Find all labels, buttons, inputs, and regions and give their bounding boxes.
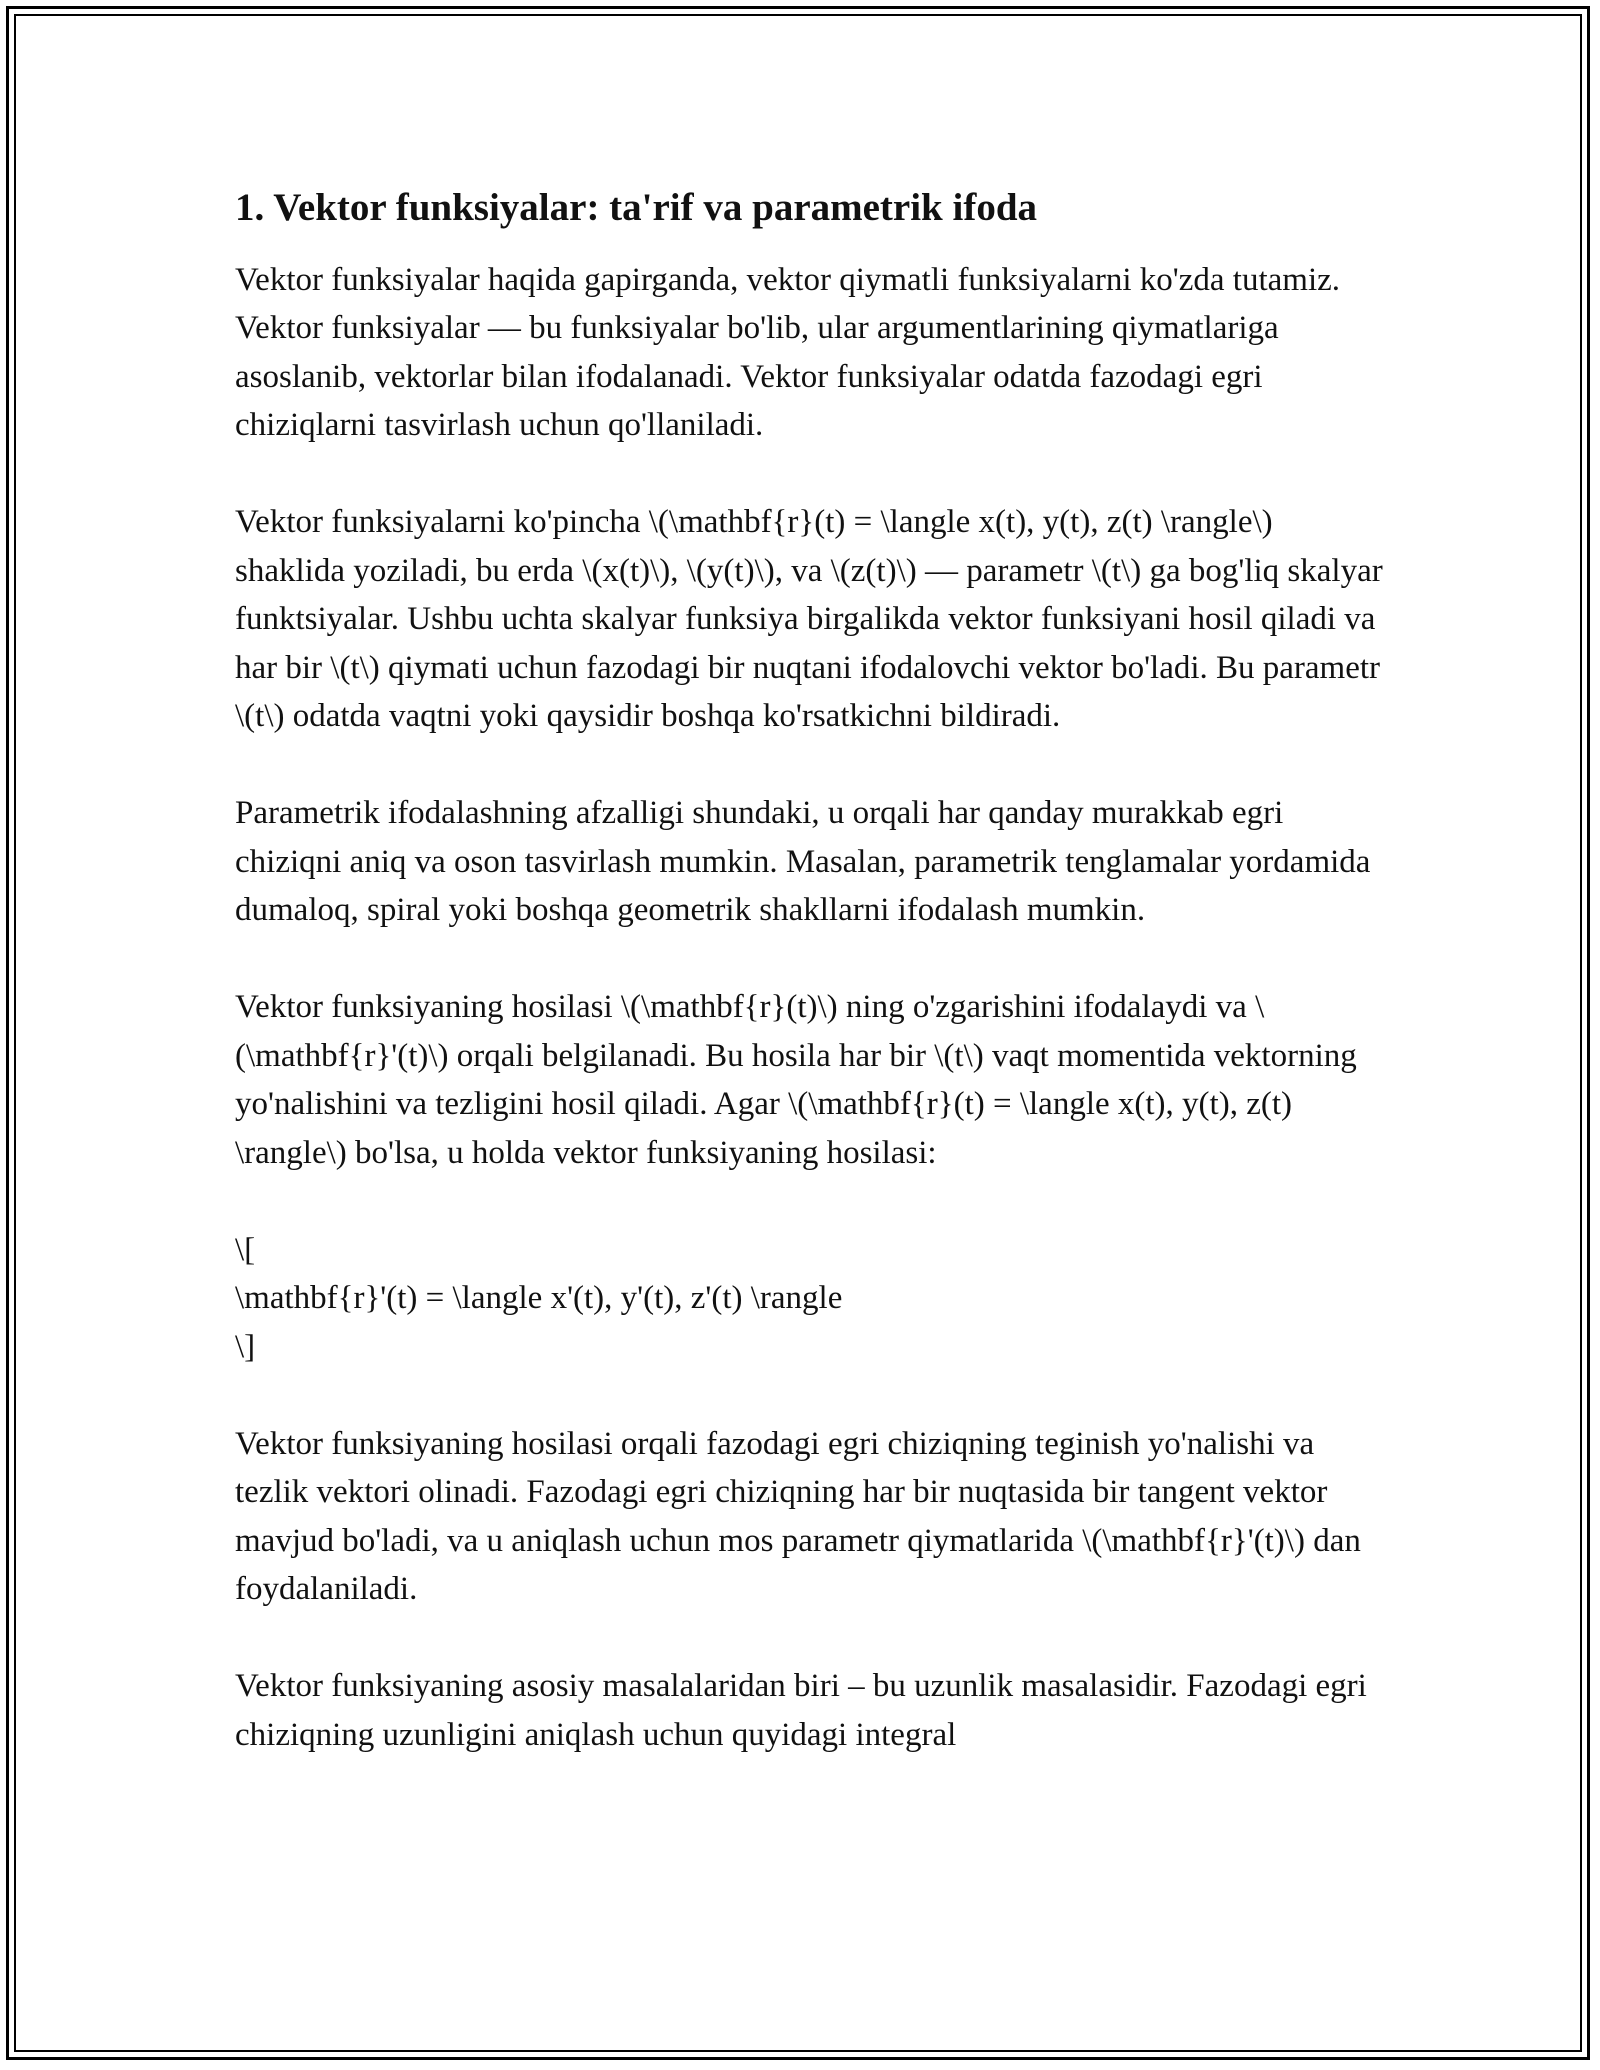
paragraph-definition: Vektor funksiyalar haqida gapirganda, vektor qiymatli funksiyalarni ko'zda tutamiz. Vektor funksiyalar — bu funksiyalar bo'lib, ular argumentlarining qiymatlariga asoslanib, vektorlar bilan ifodalanadi. Vektor funksiyalar odatda fazodagi egri chiziqlarni tasvirlash uchun qo'llaniladi. (235, 261, 1341, 444)
derivative-formula: \[ \mathbf{r}'(t) = \langle x'(t), y'(t), z'(t) \rangle \] (235, 1231, 843, 1365)
paragraph-advantages: Parametrik ifodalashning afzalligi shundaki, u orqali har qanday murakkab egri chiziqni aniq va oson tasvirlash mumkin. Masalan, parametrik tenglamalar yordamida dumaloq, spiral yoki boshqa geometrik shakllarni ifodalash mumkin. (235, 795, 1371, 929)
paragraph-arc-length: Vektor funksiyaning asosiy masalalaridan biri – bu uzunlik masalasidir. Fazodagi egri chiziqning uzunligini aniqlash uchun quyidagi integral (235, 1668, 1367, 1753)
paragraph-parametric-form: Vektor funksiyalarni ko'pincha \(\mathbf{r}(t) = \langle x(t), y(t), z(t) \rangle\) shaklida yoziladi, bu erda \(x(t)\), \(y(t)\), va \(z(t)\) — parametr \(t\) ga bog'liq skalyar funktsiyalar. Ushbu uchta skalyar funksiya birgalikda vektor funksiyani hosil qiladi va har bir \(t\) qiymati uchun fazodagi bir nuqtani ifodalovchi vektor bo'ladi. Bu parametr \(t\) odatda vaqtni yoki qaysidir boshqa ko'rsatkichni bildiradi. (235, 504, 1383, 735)
document-body (235, 185, 1385, 1808)
section-heading: 1. Vektor funksiyalar: ta'rif va parametrik ifoda (235, 186, 1038, 229)
paragraph-derivative: Vektor funksiyaning hosilasi \(\mathbf{r}(t)\) ning o'zgarishini ifodalaydi va \(\mathbf{r}'(t)\) orqali belgilanadi. Bu hosila har bir \(t\) vaqt momentida vektorning yo'nalishini va tezligini hosil qiladi. Agar \(\mathbf{r}(t) = \langle x(t), y(t), z(t) \rangle\) bo'lsa, u holda vektor funksiyaning hosilasi: (235, 989, 1357, 1171)
paragraph-tangent: Vektor funksiyaning hosilasi orqali fazodagi egri chiziqning teginish yo'nalishi va tezlik vektori olinadi. Fazodagi egri chiziqning har bir nuqtasida bir tangent vektor mavjud bo'ladi, va u aniqlash uchun mos parametr qiymatlarida \(\mathbf{r}'(t)\) dan foydalaniladi. (235, 1425, 1361, 1608)
